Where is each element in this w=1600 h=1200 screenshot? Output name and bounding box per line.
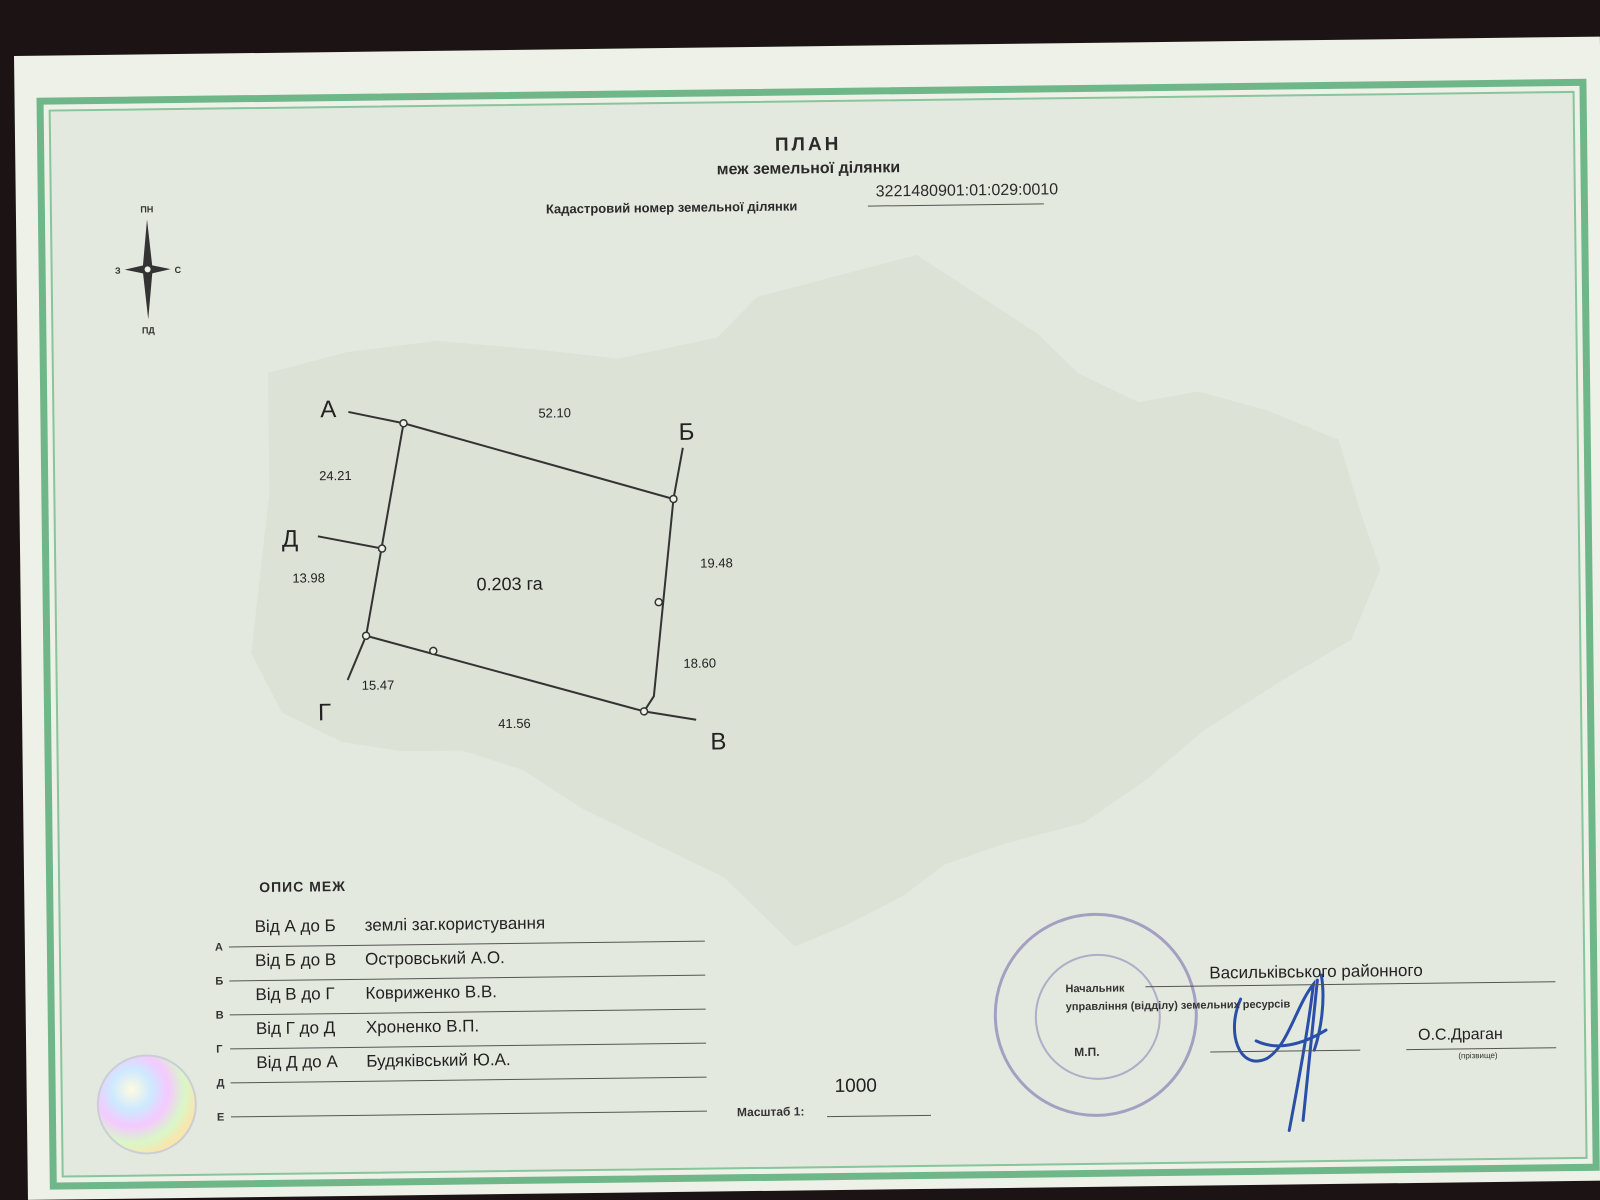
boundary-row [215,975,705,1022]
row-from-to: Від Б до В [254,950,337,971]
chief-value: Васильківського районного [1209,960,1423,983]
boundary-row [214,941,705,988]
compass-north: ПН [140,204,154,215]
document-title: ПЛАН [774,133,842,156]
chief-label: Начальник [1065,982,1125,996]
office-label: управління (відділу) земельних ресурсів [1065,998,1291,1014]
row-letter: Б [215,975,224,988]
length-ab: 52.10 [538,405,572,421]
row-from-to: Від В до Г [255,984,335,1005]
row-owner: Островський А.О. [364,948,505,969]
compass-west: З [114,265,121,276]
cadastral-label: Кадастровий номер земельної ділянки [545,198,798,217]
land-plan-sheet [14,37,1600,1200]
row-letter: А [214,941,223,954]
scale-label: Масштаб 1: [736,1104,805,1120]
compass-rose-icon [114,204,182,336]
vertex-label-v: В [710,728,727,756]
cadastral-number: 3221480901:01:029:0010 [875,181,1059,201]
name-caption: (прізвище) [1458,1050,1498,1061]
row-letter: В [215,1009,224,1022]
length-v-right: 18.60 [683,655,717,671]
boundary-row [216,1043,706,1090]
boundary-row [214,910,705,954]
row-owner: землі заг.користування [364,913,546,935]
row-owner: Хроненко В.П. [365,1016,480,1037]
length-bottom: 41.56 [498,715,531,732]
compass-south: ПД [141,325,155,336]
row-from-to: Від А до Б [254,916,336,937]
length-b-right: 19.48 [700,555,733,571]
length-d-left: 13.98 [292,570,326,586]
row-letter: Г [216,1043,223,1056]
row-from-to: Від Г до Д [255,1018,336,1039]
official-name: О.С.Драган [1417,1025,1503,1044]
length-g-bottom: 15.47 [361,677,395,693]
vertex-label-b: Б [678,418,695,446]
row-letter: Д [216,1077,225,1090]
ukraine-map-watermark [247,249,1385,953]
vertex-label-d: Д [281,525,299,553]
boundary-row [215,1009,706,1056]
compass-east: С [174,264,182,276]
boundary-row [216,1077,707,1124]
parcel-area: 0.203 га [476,573,543,595]
row-from-to: Від Д до А [256,1052,338,1073]
scale-value: 1000 [834,1075,878,1098]
boundaries-title: ОПИС МЕЖ [259,878,346,896]
stamp-place-label: М.П. [1074,1044,1100,1060]
row-owner: Будяківський Ю.А. [366,1050,511,1071]
vertex-label-g: Г [317,699,332,727]
row-owner: Ковриженко В.В. [365,982,498,1003]
row-letter: Е [216,1111,225,1124]
vertex-label-a: А [320,396,337,424]
length-a-upper-left: 24.21 [319,467,352,484]
document-subtitle: меж земельної ділянки [716,159,901,179]
